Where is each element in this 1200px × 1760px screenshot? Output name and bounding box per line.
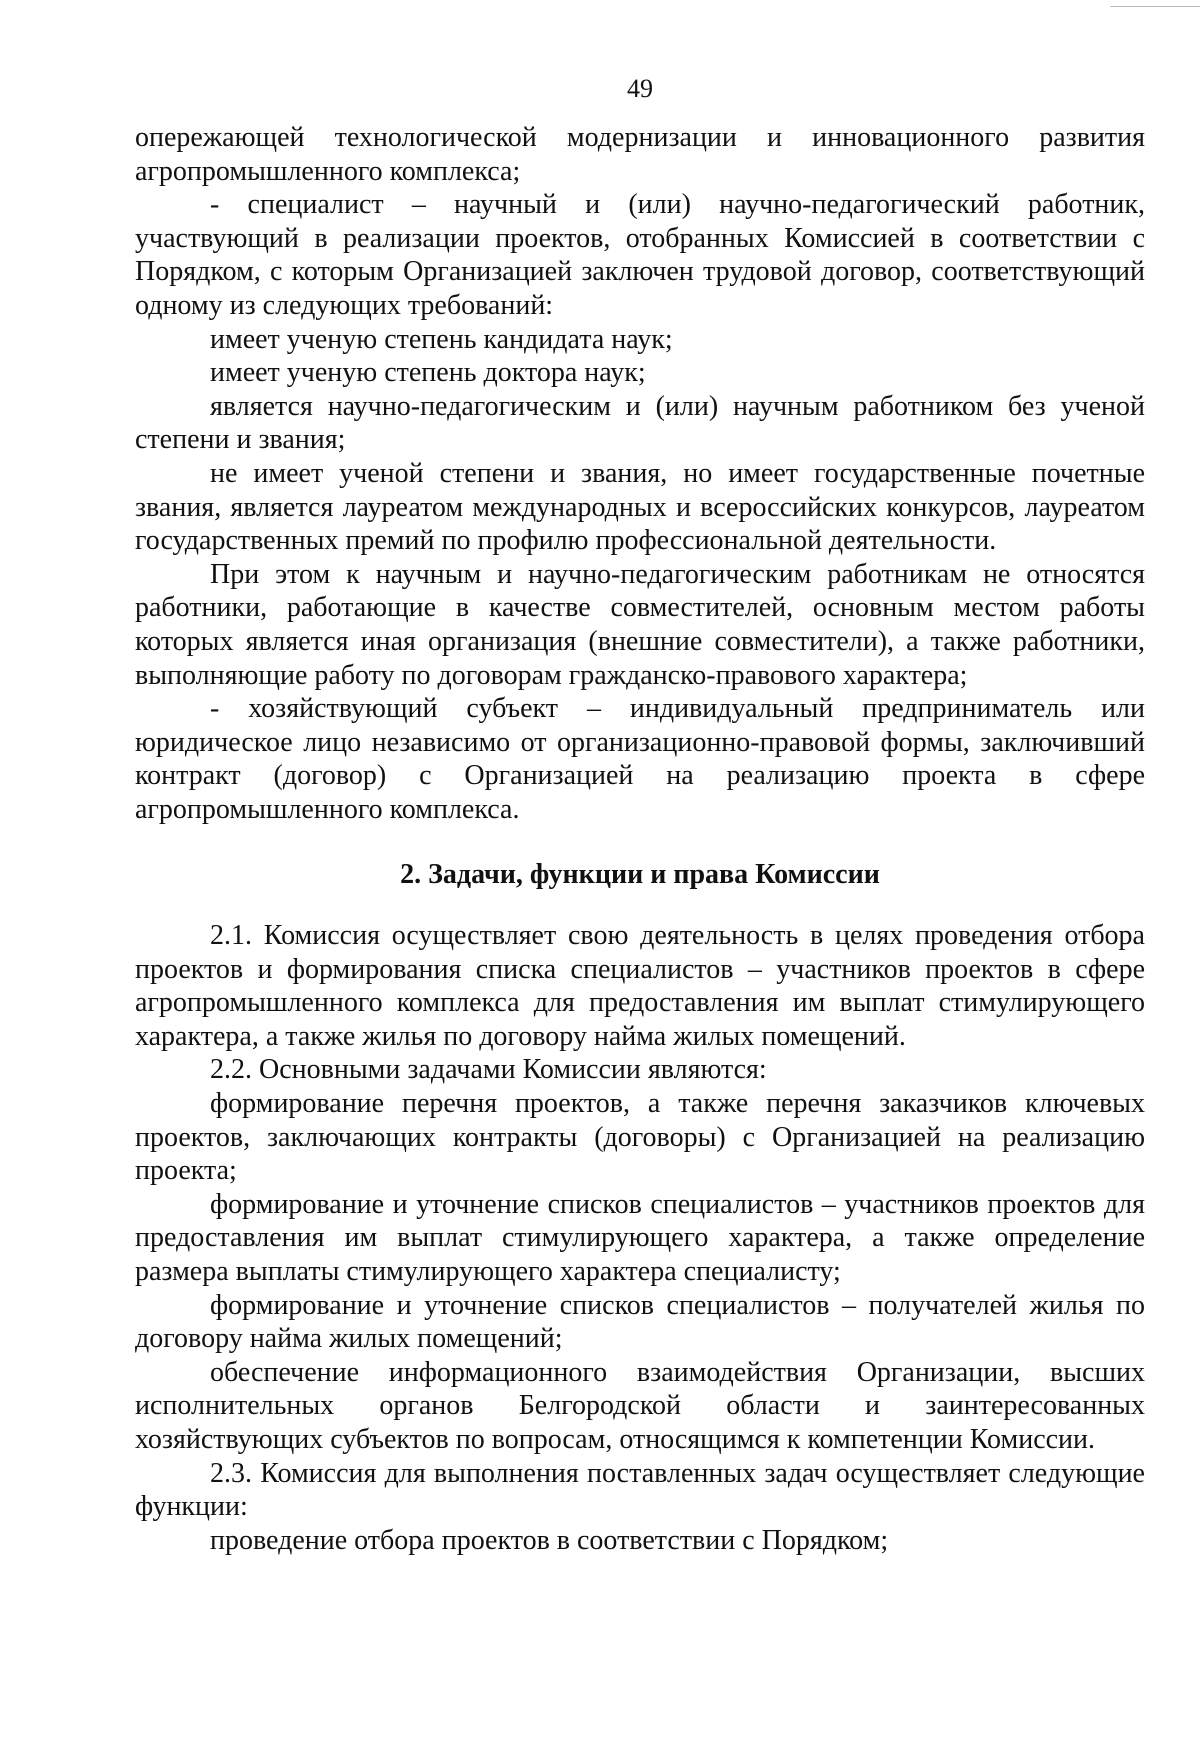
paragraph: имеет ученую степень кандидата наук; bbox=[210, 323, 673, 355]
paragraph: 2.1. Комиссия осуществляет свою деятельность в целях проведения отбора проектов и формирования списка специалистов – участников проектов в сфере агропромышленного комплекса для предоставления им выплат стимулирующего характера, а также жилья по договору найма жилых помещений. bbox=[135, 920, 1145, 1052]
paragraph: имеет ученую степень доктора наук; bbox=[210, 357, 646, 389]
scan-edge-line bbox=[1110, 6, 1200, 7]
paragraph: - хозяйствующий субъект – индивидуальный предприниматель или юридическое лицо независимо от организационно-правовой формы, заключивший контракт (договор) с Организацией на реализацию проекта в сфере агропромышленного комплекса. bbox=[135, 693, 1145, 825]
paragraph: формирование и уточнение списков специалистов – участников проектов для предоставления им выплат стимулирующего характера, а также определение размера выплаты стимулирующего характера специалисту; bbox=[135, 1188, 1145, 1287]
paragraph: обеспечение информационного взаимодействия Организации, высших исполнительных органов Белгородской области и заинтересованных хозяйствующих субъектов по вопросам, относящимся к компетенции Комиссии. bbox=[135, 1356, 1145, 1455]
paragraph: - специалист – научный и (или) научно-педагогический работник, участвующий в реализации проектов, отобранных Комиссией в соответствии с Порядком, с которым Организацией заключен трудовой договор, соответствующий одному из следующих требований: bbox=[135, 189, 1145, 321]
section-heading: 2. Задачи, функции и права Комиссии bbox=[400, 859, 880, 891]
paragraph: формирование перечня проектов, а также перечня заказчиков ключевых проектов, заключающих контракты (договоры) с Организацией на реализацию проекта; bbox=[135, 1088, 1145, 1187]
paragraph: проведение отбора проектов в соответствии с Порядком; bbox=[210, 1524, 889, 1556]
document-body bbox=[135, 121, 1145, 1557]
paragraph: формирование и уточнение списков специалистов – получателей жилья по договору найма жилых помещений; bbox=[135, 1289, 1145, 1355]
paragraph: При этом к научным и научно-педагогическим работникам не относятся работники, работающие в качестве совместителей, основным местом работы которых является иная организация (внешние совместители), а также работники, выполняющие работу по договорам гражданско-правового характера; bbox=[135, 558, 1145, 691]
paragraph: 2.2. Основными задачами Комиссии являются: bbox=[210, 1054, 767, 1086]
paragraph: не имеет ученой степени и звания, но имеет государственные почетные звания, является лауреатом международных и всероссийских конкурсов, лауреатом государственных премий по профилю профессиональной деятельности. bbox=[135, 457, 1145, 557]
paragraph: 2.3. Комиссия для выполнения поставленных задач осуществляет следующие функции: bbox=[135, 1457, 1145, 1523]
paragraph: является научно-педагогическим и (или) научным работником без ученой степени и звания; bbox=[135, 390, 1145, 456]
page-number: 49 bbox=[627, 74, 653, 103]
paragraph: опережающей технологической модернизации и инновационного развития агропромышленного комплекса; bbox=[135, 122, 1145, 187]
